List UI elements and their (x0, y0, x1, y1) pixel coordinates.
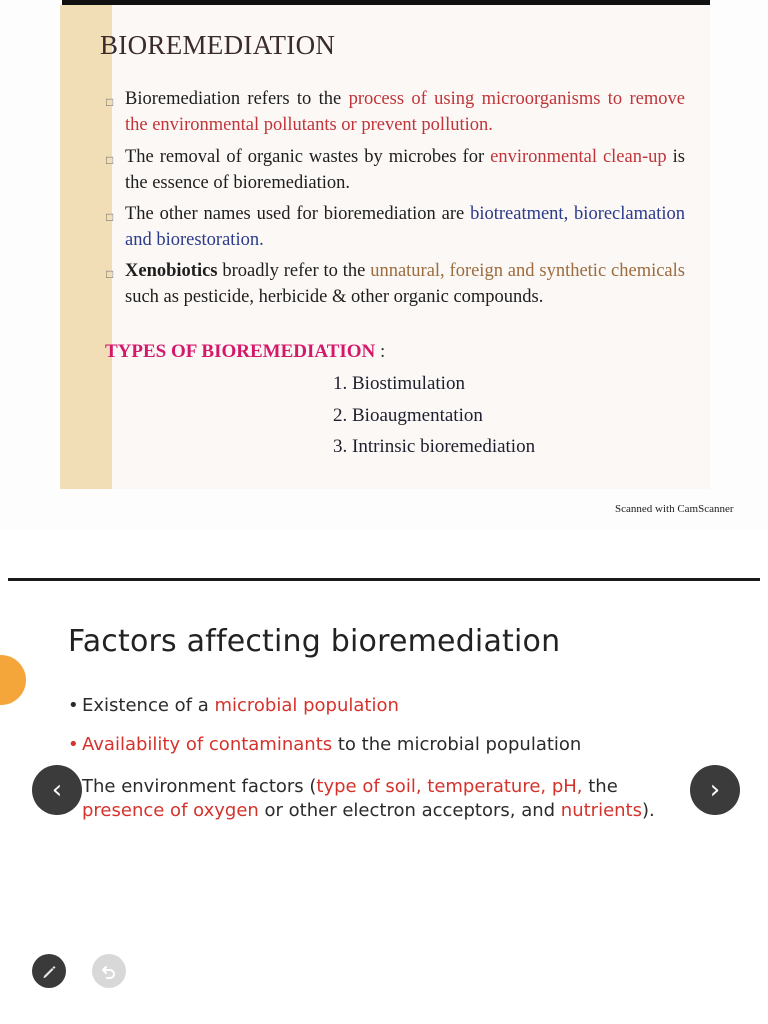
factor-bullet: The environment factors (type of soil, temperature, pH, the presence of oxygen or other electron acceptors, and nutrients). (82, 776, 655, 821)
type-item: 2. Bioaugmentation (333, 405, 483, 426)
slide-title: Factors affecting bioremediation (68, 624, 561, 659)
bullet-square-icon: □ (106, 95, 114, 109)
pen-icon (40, 962, 58, 980)
bullet-square-icon: □ (106, 153, 114, 167)
type-item: 3. Intrinsic bioremediation (333, 436, 536, 457)
type-item: 1. Biostimulation (333, 373, 465, 394)
bullet-xenobiotics: □ Xenobiotics broadly refer to the unnatural, foreign and synthetic chemicals such as pesticide, herbicide & other organic compounds. (106, 261, 685, 307)
slide-side-band (60, 5, 112, 489)
previous-slide-button[interactable] (32, 765, 82, 815)
chevron-left-icon: ‹ (51, 775, 63, 805)
pen-tool-button[interactable] (32, 954, 66, 988)
undo-icon (100, 962, 118, 980)
factor-bullet: • Existence of a microbial population (68, 695, 399, 716)
bullet-definition: □ Bioremediation refers to the process of using microorganisms to remove the environmental pollutants or prevent pollution. (106, 89, 685, 135)
bullet-square-icon: □ (106, 267, 114, 281)
undo-button[interactable] (92, 954, 126, 988)
next-slide-button[interactable] (690, 765, 740, 815)
divider (8, 578, 760, 581)
slide-title: BIOREMEDIATION (100, 30, 336, 60)
bullet-removal: □ The removal of organic wastes by microbes for environmental clean-up is the essence of bioremediation. (106, 147, 685, 193)
side-drawer-handle[interactable] (0, 655, 26, 705)
scanner-watermark: Scanned with CamScanner (615, 503, 734, 515)
factor-bullet: • Availability of contaminants to the microbial population (68, 734, 582, 755)
bullet-square-icon: □ (106, 210, 114, 224)
bullet-other-names: □ The other names used for bioremediation are biotreatment, bioreclamation and biorestoration. (106, 204, 686, 250)
chevron-right-icon: › (709, 775, 721, 805)
types-heading: TYPES OF BIOREMEDIATION : (105, 341, 386, 362)
